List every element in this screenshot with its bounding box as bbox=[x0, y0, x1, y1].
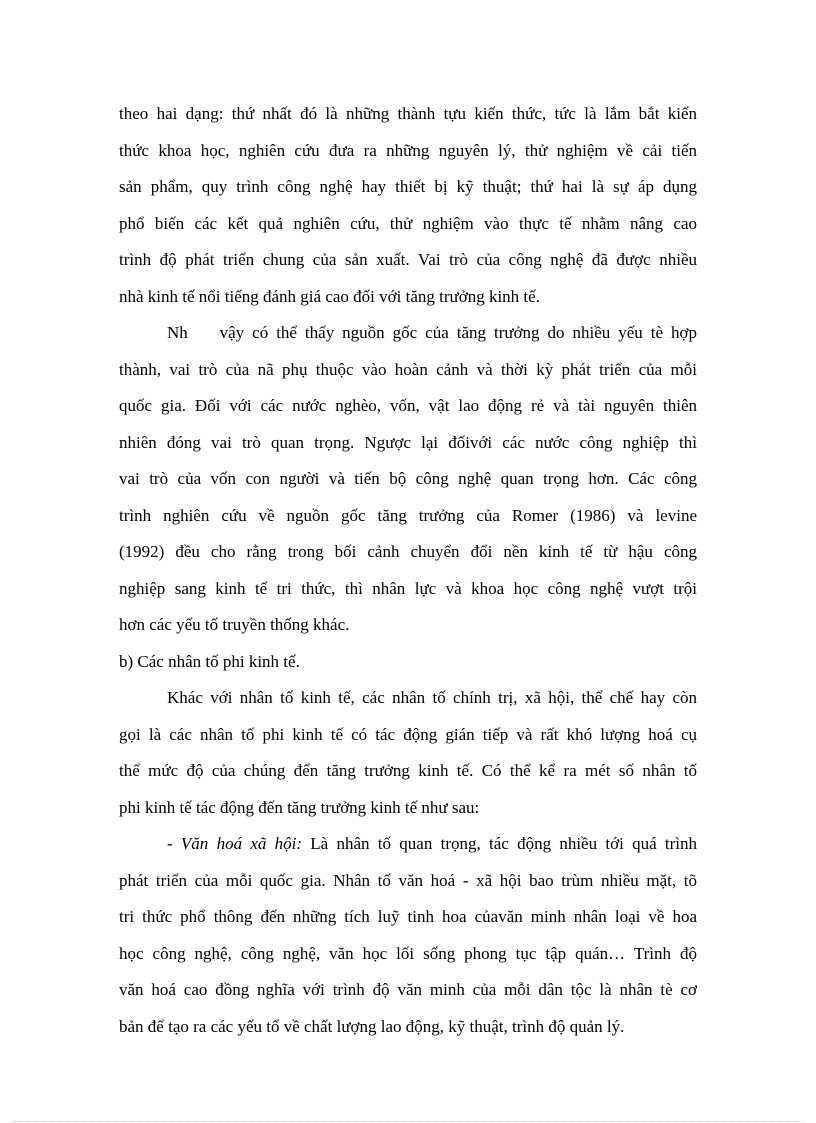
text-line: (1992) đều cho rằng trong bối cảnh chuyển đổi nền kinh tế từ hậu công bbox=[119, 542, 697, 561]
text-line bbox=[119, 826, 697, 863]
text-line: tri thức phổ thông đến những tích luỹ tinh hoa củavăn minh nhân loại về hoa bbox=[119, 907, 697, 926]
text-line: hơn các yếu tố truyền thống khác. bbox=[119, 615, 350, 634]
text-line: Khác với nhân tố kinh tế, các nhân tố chính trị, xã hội, thể chế hay còn bbox=[167, 688, 697, 707]
paragraph-technology bbox=[119, 96, 697, 315]
text-line: trình nghiên cứu về nguồn gốc tăng trưởng của Romer (1986) và levine bbox=[119, 505, 697, 525]
text-line: gọi là các nhân tố phi kinh tế có tác động gián tiếp và rất khó lượng hoá cụ bbox=[119, 724, 697, 744]
text-line: nhà kinh tế nổi tiếng đánh giá cao đối với tăng trưởng kinh tế. bbox=[119, 286, 540, 306]
text-line: Nh vậy có thể thấy nguồn gốc của tăng trưởng do nhiều yếu tè hợp bbox=[167, 323, 697, 342]
text-line: vai trò của vốn con người và tiến bộ công nghệ quan trọng hơn. Các công bbox=[119, 469, 697, 488]
text-line: thành, vai trò của nã phụ thuộc vào hoàn cảnh và thời kỳ phát triển của mỗi bbox=[119, 359, 697, 379]
text-line: nghiệp sang kinh tế tri thức, thì nhân lực và khoa học công nghệ vượt trội bbox=[119, 578, 697, 598]
text-line: bản để tạo ra các yếu tố về chất lượng lao động, kỹ thuật, trình độ quản lý. bbox=[119, 1016, 625, 1036]
text-line: thể mức độ của chúng đến tăng trưởng kinh tế. Có thể kể ra mét số nhân tố bbox=[119, 761, 697, 780]
text-line: phổ biến các kết quả nghiên cứu, thử nghiệm vào thực tế nhằm nâng cao bbox=[119, 213, 697, 233]
section-heading-non-economic bbox=[119, 644, 697, 681]
text-line: thức khoa học, nghiên cứu đưa ra những nguyên lý, thử nghiệm về cải tiến bbox=[119, 140, 697, 160]
paragraph-non-economic-intro bbox=[119, 680, 697, 826]
text-line: nhiên đóng vai trò quan trọng. Ngược lại đốivới các nước công nghiệp thì bbox=[119, 432, 697, 452]
lead-rest: Là nhân tố quan trọng, tác động nhiều tới quá trình bbox=[302, 834, 697, 853]
text-line: học công nghệ, công nghệ, văn học lối sống phong tục tập quán… Trình độ bbox=[119, 943, 697, 963]
text-line: quốc gia. Đối với các nước nghèo, vốn, vật lao động rẻ và tài nguyên thiên bbox=[119, 396, 697, 415]
text-line: sản phẩm, quy trình công nghệ hay thiết bị kỹ thuật; thứ hai là sự áp dụng bbox=[119, 177, 697, 196]
text-line: phát triển của mỗi quốc gia. Nhân tố văn hoá - xã hội bao trùm nhiều mặt, tõ bbox=[119, 870, 697, 890]
text-line: phi kinh tế tác động đến tăng trưởng kinh tế như sau: bbox=[119, 797, 480, 817]
section-heading: b) Các nhân tố phi kinh tế. bbox=[119, 651, 300, 671]
page-bottom-border bbox=[12, 1121, 804, 1122]
body-text bbox=[119, 96, 697, 1045]
italic-lead-term: - Văn hoá xã hội: bbox=[167, 834, 303, 853]
text-line: văn hoá cao đồng nghĩa với trình độ văn minh của mỗi dân tộc là nhân tè cơ bbox=[119, 980, 697, 999]
text-line: trình độ phát triển chung của sản xuất. Vai trò của công nghệ đã được nhiều bbox=[119, 250, 697, 269]
text-line: theo hai dạng: thứ nhất đó là những thành tựu kiến thức, tức là lắm bắt kiến bbox=[119, 104, 697, 123]
paragraph-growth-sources bbox=[119, 315, 697, 644]
paragraph-culture-society bbox=[119, 826, 697, 1045]
